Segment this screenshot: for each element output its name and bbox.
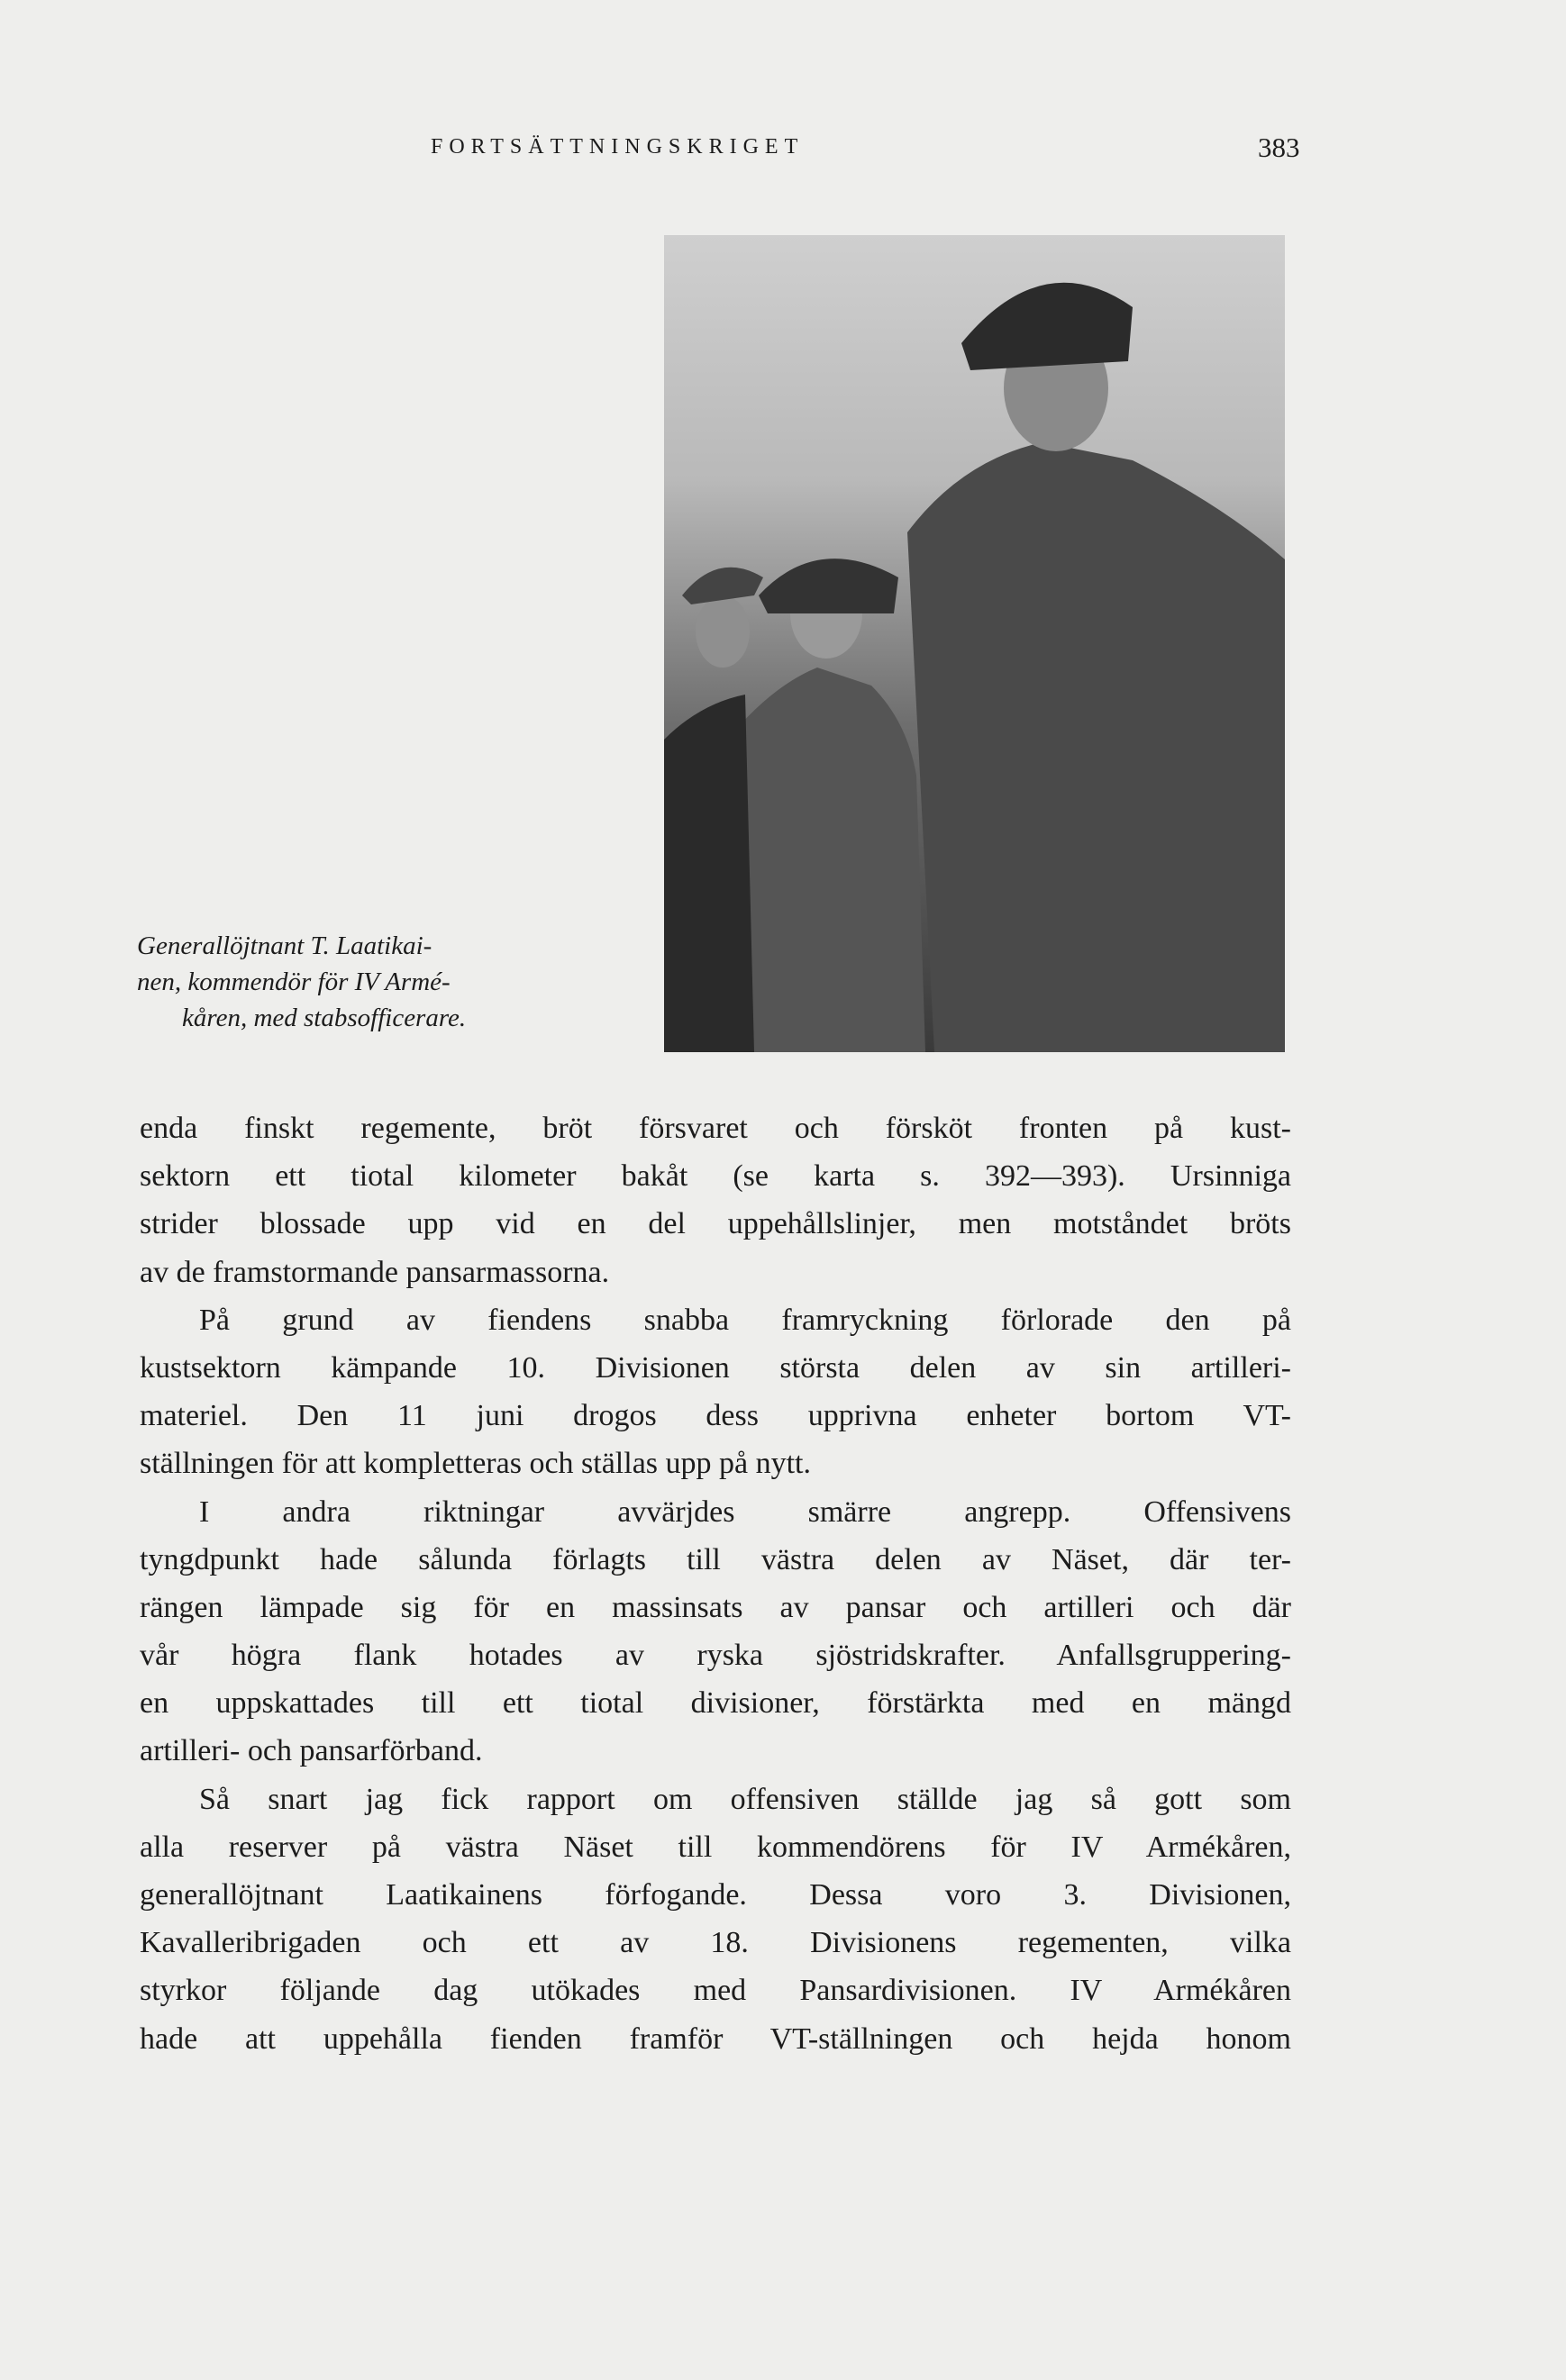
text-line: hade att uppehålla fienden framför VT-ställningen och hejda honom [140, 2021, 1291, 2056]
text-line: På grund av fiendens snabba framryckning förlorade den på [199, 1303, 1291, 1337]
photograph-officers [664, 235, 1285, 1052]
text-line: artilleri- och pansarförband. [140, 1734, 483, 1768]
text-line: Kavalleribrigaden och ett av 18. Divisionens regementen, vilka [140, 1926, 1291, 1960]
running-header: FORTSÄTTNINGSKRIGET [431, 135, 805, 159]
text-line: av de framstormande pansarmassorna. [140, 1255, 610, 1289]
text-line: enda finskt regemente, bröt försvaret och försköt fronten på kust- [140, 1112, 1291, 1145]
text-line: strider blossade upp vid en del uppehållslinjer, men motståndet bröts [140, 1207, 1291, 1241]
text-line: sektorn ett tiotal kilometer bakåt (se karta s. 392—393). Ursinniga [140, 1159, 1291, 1194]
body-text [140, 1104, 1291, 2063]
text-line: tyngdpunkt hade sålunda förlagts till västra delen av Näset, där ter- [140, 1542, 1291, 1576]
text-line: materiel. Den 11 juni drogos dess upprivna enheter bortom VT- [140, 1399, 1291, 1433]
text-line: vår högra flank hotades av ryska sjöstridskrafter. Anfallsgruppering- [140, 1639, 1291, 1673]
figure-caption [137, 928, 560, 1036]
caption-line: nen, kommendör för IV Armé- [137, 967, 451, 996]
page-number: 383 [1258, 132, 1300, 163]
text-line: I andra riktningar avvärjdes smärre angrepp. Offensivens [199, 1494, 1291, 1529]
text-line: Så snart jag fick rapport om offensiven ställde jag så gott som [199, 1782, 1291, 1816]
text-line: en uppskattades till ett tiotal divisioner, förstärkta med en mängd [140, 1686, 1291, 1721]
text-line: ställningen för att kompletteras och ställas upp på nytt. [140, 1447, 811, 1481]
text-line: rängen lämpade sig för en massinsats av pansar och artilleri och där [140, 1590, 1291, 1624]
text-line: kustsektorn kämpande 10. Divisionen största delen av sin artilleri- [140, 1350, 1291, 1385]
caption-line: Generallöjtnant T. Laatikai- [137, 931, 432, 960]
text-line: styrkor följande dag utökades med Pansardivisionen. IV Armékåren [140, 1974, 1291, 2008]
text-line: generallöjtnant Laatikainens förfogande. Dessa voro 3. Divisionen, [140, 1878, 1291, 1912]
caption-line: kåren, med stabsofficerare. [182, 1004, 467, 1032]
text-line: alla reserver på västra Näset till kommendörens för IV Armékåren, [140, 1830, 1291, 1864]
